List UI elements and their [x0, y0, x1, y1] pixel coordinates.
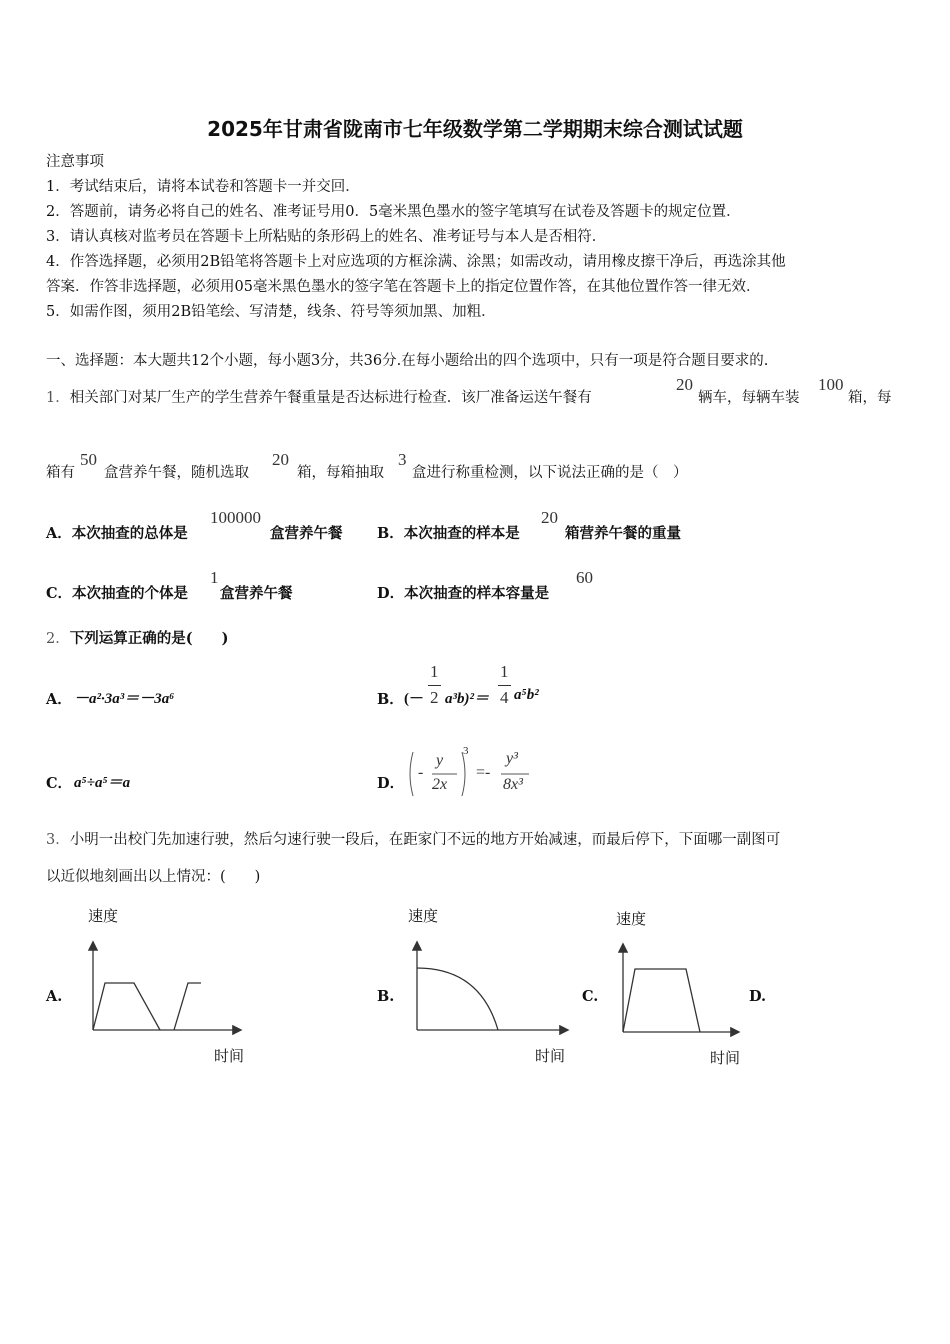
question-text: 下列运算正确的是( ) [69, 630, 229, 647]
question-text: 辆车，每辆车装 [698, 390, 800, 406]
question-2 [46, 629, 228, 649]
fraction-bar [498, 685, 511, 686]
notice-item: 3．请认真核对监考员在答题卡上所粘贴的条形码上的姓名、准考证号与本人是否相符． [46, 229, 607, 245]
question-1-line-1 [46, 388, 592, 408]
option-text: A．本次抽查的总体是 [46, 525, 188, 542]
x-axis-label: 时间 [535, 1047, 566, 1065]
fraction-numerator: y³ [506, 750, 518, 767]
q2-option-c-expr: a⁵÷a⁵＝a [74, 775, 131, 791]
number-1: 1 [210, 568, 219, 587]
q2-option-b-left: (－ [404, 691, 424, 707]
y-axis-label: 速度 [408, 907, 439, 925]
question-number: 3． [46, 832, 70, 848]
fraction-numerator: 1 [430, 662, 439, 681]
q2-option-b-right: a⁵b² [514, 687, 539, 703]
q1-option-a[interactable] [46, 522, 188, 543]
number-20: 20 [272, 450, 289, 469]
x-axis-label: 时间 [214, 1047, 245, 1065]
exponent: 3 [463, 745, 469, 757]
graph-a [80, 935, 250, 1040]
fraction-numerator: 1 [500, 662, 509, 681]
q3-option-c-label[interactable]: C. [582, 988, 599, 1005]
q2-option-a-expr: －a²·3a³＝－3a⁶ [74, 691, 175, 707]
q2-option-b-mid: a³b)²＝ [445, 691, 489, 707]
y-axis-label: 速度 [88, 907, 119, 925]
q3-option-a-label[interactable]: A. [46, 988, 63, 1005]
q1-option-d[interactable]: D．本次抽查的样本容量是 [377, 585, 550, 602]
fraction-numerator: y [436, 752, 444, 769]
number-20: 20 [541, 508, 558, 527]
number-50: 50 [80, 450, 97, 469]
y-axis-label: 速度 [616, 910, 647, 928]
option-text: 盒营养午餐 [220, 585, 293, 602]
notice-item: 4．作答选择题，必须用2B铅笔将答题卡上对应选项的方框涂满、涂黑；如需改动，请用橡皮擦干净后，再选涂其他 [46, 254, 786, 270]
fraction-denominator: 8x³ [503, 776, 523, 793]
graph-c [610, 937, 745, 1042]
q2-option-d-label[interactable]: D． [377, 775, 405, 792]
notice-heading: 注意事项 [46, 154, 104, 170]
notice-item: 1．考试结束后，请将本试卷和答题卡一并交回． [46, 179, 360, 195]
question-text: 相关部门对某厂生产的学生营养午餐重量是否达标进行检查．该厂准备运送午餐有 [69, 390, 592, 406]
option-text: 盒营养午餐 [270, 525, 343, 542]
q3-option-d-label[interactable]: D. [749, 988, 767, 1005]
page-title: 2025年甘肃省陇南市七年级数学第二学期期末综合测试试题 [207, 117, 743, 141]
q2-option-c-label[interactable]: C． [46, 775, 73, 792]
q3-option-b-label[interactable]: B. [377, 988, 395, 1005]
equals-minus: =- [476, 764, 491, 781]
number-60: 60 [576, 568, 593, 587]
fraction-denominator: 4 [500, 688, 509, 707]
notice-item: 答案．作答非选择题，必须用05毫米黑色墨水的签字笔在答题卡上的指定位置作答，在其他位置作答一律无效． [46, 279, 761, 295]
option-text: 箱营养午餐的重量 [565, 525, 681, 542]
q1-option-c[interactable]: C．本次抽查的个体是 [46, 585, 189, 602]
q2-option-a-label[interactable]: A． [46, 691, 72, 708]
question-number: 2． [46, 631, 70, 647]
notice-item: 5．如需作图，须用2B铅笔绘、写清楚，线条、符号等须加黑、加粗． [46, 304, 496, 320]
graph-b [405, 935, 575, 1040]
q2-option-b-label[interactable]: B． [377, 691, 404, 708]
fraction-denominator: 2 [430, 688, 439, 707]
question-text: 箱，每 [848, 390, 892, 406]
question-number: 1． [46, 390, 70, 406]
section-heading: 一、选择题：本大题共12个小题，每小题3分，共36分.在每小题给出的四个选项中，只有一项是符合题目要求的. [46, 353, 769, 369]
question-text: 盒进行称重检测，以下说法正确的是（ ） [412, 465, 688, 481]
question-text: 盒营养午餐，随机选取 [104, 465, 249, 481]
q1-option-b[interactable]: B．本次抽查的样本是 [377, 525, 520, 542]
question-text: 小明一出校门先加速行驶，然后匀速行驶一段后，在距家门不远的地方开始减速，而最后停下，下面哪一副图可 [69, 832, 781, 848]
x-axis-label: 时间 [710, 1049, 741, 1067]
number-3: 3 [398, 450, 407, 469]
fraction-denominator: 2x [432, 776, 448, 793]
notice-item: 2．答题前，请务必将自己的姓名、准考证号用0．5毫米黑色墨水的签字笔填写在试卷及答题卡的规定位置． [46, 204, 741, 220]
minus-sign: - [418, 764, 424, 781]
question-3-line-2: 以近似地刻画出以上情况：( ) [46, 869, 261, 885]
question-text: 箱有 [46, 465, 75, 481]
number-100-boxes: 100 [818, 375, 844, 394]
number-20-cars: 20 [676, 375, 693, 394]
question-3-line-1 [46, 830, 780, 850]
fraction-bar [428, 685, 441, 686]
question-text: 箱，每箱抽取 [297, 465, 384, 481]
number-100000: 100000 [210, 508, 261, 527]
